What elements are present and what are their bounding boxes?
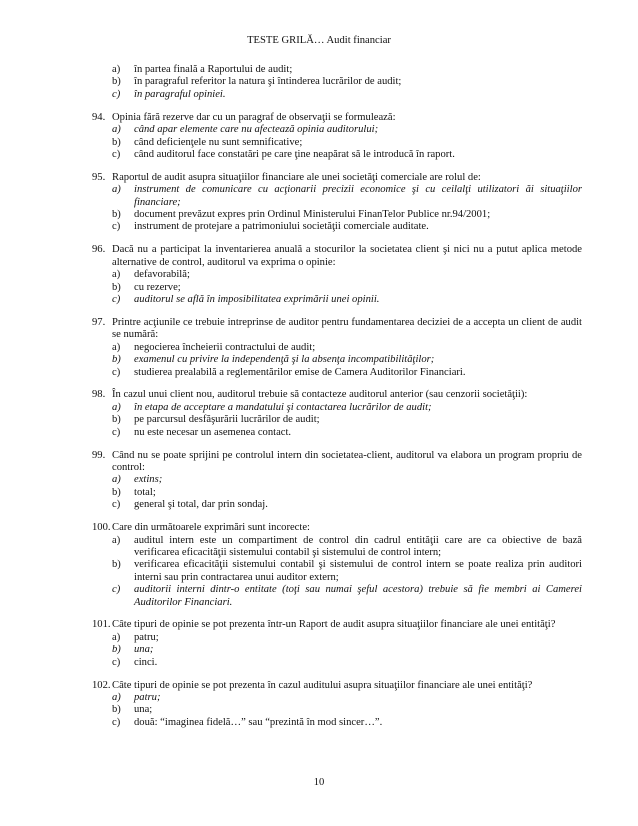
option-text: instrument de protejare a patrimoniului societăţii comerciale auditate. (134, 221, 429, 233)
question-line (92, 172, 582, 184)
question-text: Când nu se poate sprijini pe controlul intern din societatea-client, auditorul va elabora un program propriu de control: (112, 449, 582, 473)
answer-option (92, 269, 582, 281)
question-block (92, 244, 582, 306)
answer-option (92, 149, 582, 161)
option-letter: b) (112, 136, 121, 148)
option-letter: a) (112, 269, 121, 281)
option-text: auditorul se află în imposibilitatea exprimării unei opinii. (134, 294, 380, 305)
question-block (92, 680, 582, 730)
option-letter: c) (112, 716, 121, 728)
answer-option (92, 282, 582, 294)
question-block (92, 450, 582, 512)
option-text: instrument de comunicare cu acţionarii precizii economice şi cu ceilalţi utilizatori ăi situaţiilor financiare; (134, 184, 582, 208)
option-letter: b) (112, 76, 121, 88)
option-letter: a) (112, 474, 121, 486)
option-text: cinci. (134, 656, 158, 668)
question-text: Câte tipuri de opinie se pot prezenta în cazul auditului asupra situaţiilor financiare ale unei entităţi? (112, 679, 533, 691)
question-line (92, 112, 582, 124)
answer-option (92, 402, 582, 414)
option-letter: a) (112, 184, 121, 196)
option-letter: c) (112, 148, 121, 160)
question-line (92, 680, 582, 692)
answer-option (92, 632, 582, 644)
question-line (92, 450, 582, 475)
answer-option (92, 221, 582, 233)
option-text: auditul intern este un compartiment de control din cadrul entităţii care are ca obiective de bază verificarea eficacităţii sistemului contabil şi sistemului de control intern; (134, 534, 582, 558)
option-text: când apar elemente care nu afectează opinia auditorului; (134, 124, 379, 136)
option-text: defavorabilă; (134, 269, 190, 281)
page-header: TESTE GRILĂ… Audit financiar (247, 35, 391, 46)
question-number: 99. (92, 449, 106, 461)
answer-option (92, 717, 582, 729)
option-letter: b) (112, 209, 121, 221)
answer-option (92, 644, 582, 656)
option-text: una; (134, 644, 154, 656)
question-list (92, 64, 582, 740)
option-text: două: “imaginea fidelă…” sau “prezintă în mod sincer…”. (134, 716, 383, 728)
question-number: 96. (92, 244, 106, 256)
option-text: în paragraful opiniei. (134, 88, 226, 100)
option-text: când auditorul face constatări pe care ţine neapărat să le introducă în raport. (134, 148, 455, 160)
question-text: Care din următoarele exprimări sunt incorecte: (112, 522, 310, 534)
answer-option (92, 584, 582, 609)
answer-option (92, 692, 582, 704)
question-text: Câte tipuri de opinie se pot prezenta într-un Raport de audit asupra situaţiilor financiare ale unei entităţi? (112, 619, 556, 631)
answer-option (92, 137, 582, 149)
option-letter: b) (112, 414, 121, 426)
question-number: 100. (92, 522, 111, 534)
answer-option (92, 342, 582, 354)
option-text: una; (134, 704, 153, 716)
option-text: când deficienţele nu sunt semnificative; (134, 136, 303, 148)
question-line (92, 522, 582, 534)
option-text: total; (134, 486, 156, 498)
question-number: 95. (92, 171, 106, 183)
answer-option (92, 704, 582, 716)
answer-option (92, 64, 582, 76)
answer-option (92, 414, 582, 426)
answer-option (92, 487, 582, 499)
question-number: 101. (92, 619, 111, 631)
answer-option (92, 474, 582, 486)
option-text: patru; (134, 691, 161, 703)
option-letter: a) (112, 401, 121, 413)
question-continuation (92, 64, 582, 101)
option-letter: c) (112, 294, 121, 305)
question-text: În cazul unui client nou, auditorul trebuie să contacteze auditorul anterior (sau cenzorii societăţii): (112, 389, 528, 401)
question-number: 98. (92, 389, 106, 401)
question-line (92, 317, 582, 342)
answer-option (92, 184, 582, 209)
question-number: 94. (92, 111, 106, 123)
answer-option (92, 89, 582, 101)
question-text: Raportul de audit asupra situaţiilor financiare ale unei societăţi comerciale are rolul de: (112, 171, 481, 183)
answer-option (92, 657, 582, 669)
question-text: Opinia fără rezerve dar cu un paragraf de observaţii se formulează: (112, 111, 396, 123)
option-letter: b) (112, 704, 121, 716)
option-letter: c) (112, 584, 121, 596)
option-letter: a) (112, 64, 121, 75)
answer-option (92, 124, 582, 136)
question-text: Printre acţiunile ce trebuie intreprinse de auditor pentru fundamentarea deciziei de a accepta un client de audit se numără: (112, 316, 582, 341)
question-line (92, 389, 582, 401)
option-letter: b) (112, 644, 121, 656)
question-line (92, 244, 582, 269)
option-text: patru; (134, 631, 159, 643)
question-block (92, 112, 582, 162)
answer-option (92, 76, 582, 88)
option-text: în paragraful referitor la natura şi întinderea lucrărilor de audit; (134, 76, 402, 88)
answer-option (92, 209, 582, 221)
question-number: 102. (92, 679, 111, 691)
answer-option (92, 354, 582, 366)
question-block (92, 389, 582, 439)
option-letter: c) (112, 656, 121, 668)
answer-option (92, 367, 582, 379)
option-letter: a) (112, 534, 121, 546)
option-letter: b) (112, 486, 121, 498)
option-text: studierea prealabilă a reglementărilor emise de Camera Auditorilor Financiari. (134, 366, 466, 378)
option-text: document prevăzut expres prin Ordinul Ministerului FinanTelor Publice nr.94/2001; (134, 209, 491, 221)
option-text: extins; (134, 474, 163, 486)
option-letter: a) (112, 691, 121, 703)
question-block (92, 317, 582, 379)
option-letter: c) (112, 366, 121, 378)
question-text: Dacă nu a participat la inventarierea anuală a stocurilor la societatea client şi nici nu a putut aplica metode alternative de control, auditorul va exprima o opinie: (112, 244, 582, 268)
page-number: 10 (313, 777, 325, 788)
option-letter: a) (112, 124, 121, 136)
question-block (92, 172, 582, 234)
option-text: în etapa de acceptare a mandatului şi contactarea lucrărilor de audit; (134, 401, 432, 413)
question-line (92, 619, 582, 631)
option-text: pe parcursul desfăşurării lucrărilor de audit; (134, 414, 320, 426)
option-text: verificarea eficacităţii sistemului contabil şi sistemului de control intern se poate realiza prin auditori interni sau prin contractarea unui auditor extern; (134, 559, 582, 583)
answer-option (92, 535, 582, 560)
option-letter: c) (112, 88, 121, 100)
option-text: examenul cu privire la independenţă şi la absenţa incompatibilităţilor; (134, 354, 435, 366)
option-letter: c) (112, 499, 121, 511)
question-number: 97. (92, 316, 106, 328)
option-text: în partea finală a Raportului de audit; (134, 64, 293, 75)
option-text: general şi total, dar prin sondaj. (134, 499, 268, 511)
option-letter: b) (112, 559, 121, 571)
option-text: auditorii interni dintr-o entitate (toţi sau numai şeful acestora) trebuie să fie membri ai Camerei Auditorilor Financiari. (134, 584, 582, 608)
option-text: negocierea încheierii contractului de audit; (134, 341, 316, 353)
question-block (92, 522, 582, 609)
answer-option (92, 559, 582, 584)
option-letter: b) (112, 354, 121, 366)
option-letter: c) (112, 221, 121, 233)
option-letter: b) (112, 281, 121, 293)
answer-option (92, 427, 582, 439)
answer-option (92, 499, 582, 511)
answer-option (92, 294, 582, 306)
question-block (92, 619, 582, 669)
option-letter: a) (112, 631, 121, 643)
option-letter: c) (112, 426, 121, 438)
option-text: cu rezerve; (134, 281, 181, 293)
option-letter: a) (112, 341, 121, 353)
option-text: nu este necesar un asemenea contact. (134, 426, 292, 438)
